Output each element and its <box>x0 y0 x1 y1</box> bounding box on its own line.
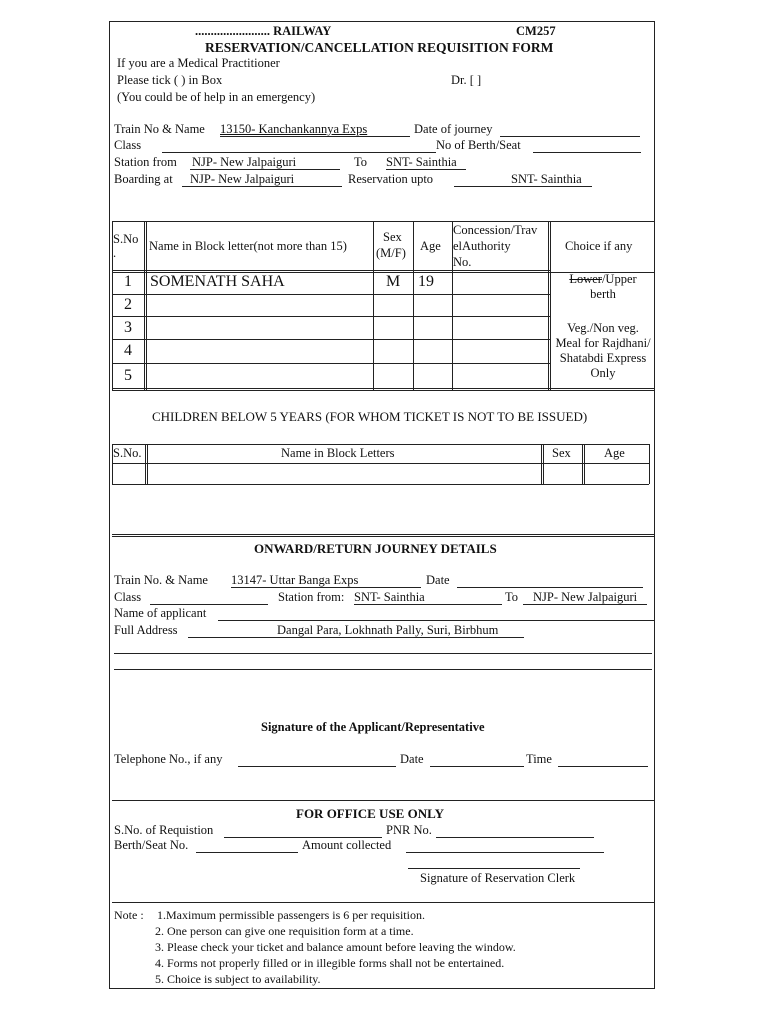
telephone-label: Telephone No., if any <box>114 752 223 766</box>
header-name: Name in Block letter(not more than 15) <box>149 239 347 253</box>
applicant-signature: Signature of the Applicant/Representative <box>261 720 485 734</box>
form-title: RESERVATION/CANCELLATION REQUISITION FORM <box>205 40 554 55</box>
onward-class-label: Class <box>114 590 142 604</box>
header-sex: Sex <box>383 230 402 244</box>
row-1-name[interactable]: SOMENATH SAHA <box>150 273 285 290</box>
address-line-3[interactable] <box>114 669 652 670</box>
berth-label: No of Berth/Seat <box>436 138 521 152</box>
onward-date-field[interactable] <box>457 587 643 588</box>
pnr-label: PNR No. <box>386 823 432 837</box>
medical-line-3: (You could be of help in an emergency) <box>117 90 316 104</box>
choice-upper: /Upper <box>601 272 637 286</box>
time-label: Time <box>526 752 552 766</box>
row-5-sno: 5 <box>124 367 132 384</box>
class-label: Class <box>114 138 142 152</box>
boarding-value[interactable]: NJP- New Jalpaiguri <box>190 172 295 186</box>
note-item-2: 2. One person can give one requisition form at a time. <box>155 924 414 938</box>
onward-to-value[interactable]: NJP- New Jalpaiguri <box>533 590 638 604</box>
clerk-signature-label: Signature of Reservation Clerk <box>420 871 576 885</box>
choice-only: Only <box>590 366 616 380</box>
address-value[interactable]: Dangal Para, Lokhnath Pally, Suri, Birbhum <box>277 623 499 637</box>
time-field[interactable] <box>558 766 648 767</box>
onward-class-field[interactable] <box>150 604 268 605</box>
train-label: Train No & Name <box>114 122 205 136</box>
amount-field[interactable] <box>406 852 604 853</box>
station-from-label: Station from <box>114 155 177 169</box>
children-header-name: Name in Block Letters <box>281 446 395 460</box>
railway-heading: ........................ RAILWAY <box>195 24 332 38</box>
header-sno: S.No <box>113 232 139 246</box>
header-concession-2: elAuthority <box>453 239 511 253</box>
clerk-signature-line[interactable] <box>408 868 580 869</box>
onward-date2-label: Date <box>400 752 424 766</box>
office-berth-field[interactable] <box>196 852 298 853</box>
choice-shatabdi: Shatabdi Express <box>559 351 647 365</box>
note-item-4: 4. Forms not properly filled or in illegible forms shall not be entertained. <box>155 956 505 970</box>
row-1-sno: 1 <box>124 273 132 290</box>
children-header-sex: Sex <box>552 446 571 460</box>
choice-berth: berth <box>590 287 616 301</box>
note-label: Note : <box>114 908 144 922</box>
address-label: Full Address <box>114 623 178 637</box>
row-1-age[interactable]: 19 <box>418 273 434 290</box>
station-from-value[interactable]: NJP- New Jalpaiguri <box>192 155 297 169</box>
office-berth-label: Berth/Seat No. <box>114 838 189 852</box>
row-4-sno: 4 <box>124 342 132 359</box>
header-concession-3: No. <box>453 255 472 269</box>
date-of-journey-label: Date of journey <box>414 122 493 136</box>
onward-title: ONWARD/RETURN JOURNEY DETAILS <box>254 541 497 556</box>
amount-label: Amount collected <box>302 838 392 852</box>
applicant-field[interactable] <box>218 620 654 621</box>
to-label: To <box>354 155 368 169</box>
address-line-2[interactable] <box>114 653 652 654</box>
children-title: CHILDREN BELOW 5 YEARS (FOR WHOM TICKET IS NOT TO BE ISSUED) <box>152 409 588 424</box>
form-code: CM257 <box>516 24 556 38</box>
row-3-sno: 3 <box>124 319 132 336</box>
note-item-1: 1.Maximum permissible passengers is 6 per requisition. <box>157 908 425 922</box>
pnr-field[interactable] <box>436 837 594 838</box>
medical-line-2: Please tick ( ) in Box <box>117 73 223 87</box>
choice-cell <box>551 272 655 381</box>
berth-field[interactable] <box>533 152 641 153</box>
onward-station-label: Station from: <box>278 590 345 604</box>
date-of-journey-field[interactable] <box>500 136 640 137</box>
reservation-upto-value[interactable]: SNT- Sainthia <box>511 172 582 186</box>
children-header-sno: S.No. <box>113 446 142 460</box>
onward-to-label: To <box>505 590 519 604</box>
section-divider <box>112 534 655 535</box>
choice-veg: Veg./Non veg. <box>567 321 639 335</box>
telephone-field[interactable] <box>238 766 396 767</box>
header-sno-dot: . <box>113 246 117 260</box>
children-header-age: Age <box>604 446 625 460</box>
header-age: Age <box>420 239 441 253</box>
onward-train-value[interactable]: 13147- Uttar Banga Exps <box>231 573 359 587</box>
note-item-3: 3. Please check your ticket and balance amount before leaving the window. <box>155 940 516 954</box>
note-item-5: 5. Choice is subject to availability. <box>155 972 321 986</box>
train-value[interactable]: 13150- Kanchankannya Exps <box>220 122 368 136</box>
choice-meal: Meal for Rajdhani/ <box>555 336 651 350</box>
row-1-sex[interactable]: M <box>386 273 401 290</box>
header-sex-mf: (M/F) <box>376 246 406 260</box>
requisition-label: S.No. of Requistion <box>114 823 214 837</box>
header-choice: Choice if any <box>565 239 633 253</box>
row-2-sno: 2 <box>124 296 132 313</box>
medical-line-1: If you are a Medical Practitioner <box>117 56 280 70</box>
applicant-label: Name of applicant <box>114 606 207 620</box>
requisition-form <box>109 21 655 989</box>
onward-station-value[interactable]: SNT- Sainthia <box>354 590 425 604</box>
onward-date-label: Date <box>426 573 450 587</box>
boarding-label: Boarding at <box>114 172 173 186</box>
class-field[interactable] <box>162 152 436 153</box>
onward-train-label: Train No. & Name <box>114 573 208 587</box>
header-concession-1: Concession/Trav <box>453 223 538 237</box>
reservation-upto-label: Reservation upto <box>348 172 434 186</box>
doctor-tick-box[interactable]: Dr. [ ] <box>451 73 482 87</box>
choice-lower: Lower <box>569 272 602 286</box>
office-title: FOR OFFICE USE ONLY <box>296 806 444 821</box>
onward-date2-field[interactable] <box>430 766 524 767</box>
to-value[interactable]: SNT- Sainthia <box>386 155 457 169</box>
